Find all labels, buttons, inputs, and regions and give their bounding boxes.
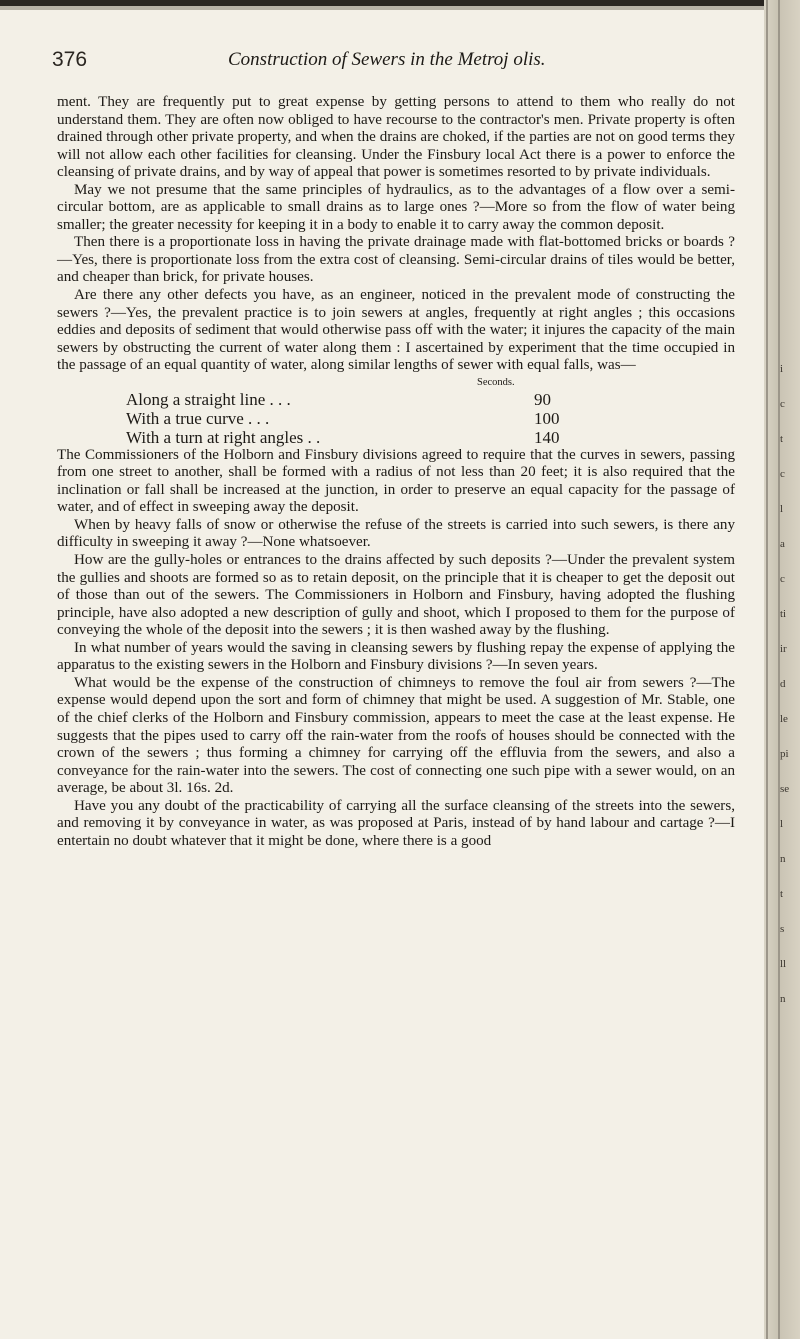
fore-edge-letters [780,60,800,1320]
fore-edge-glyph: c [780,398,785,410]
page-number: 376 [52,48,88,71]
table-row [57,390,735,409]
table-row [57,428,735,447]
paragraph: Are there any other defects you have, as an engineer, noticed in the prevalent mode of constructing the sewers ?—Yes, the prevalent practice is to join sewers at angles, frequently at right angles ; this occasions eddies and deposits of sediment that would otherwise pass off with the water; it injures the capacity of the main sewers by obstructing the current of water along them : I ascertained by experiment that the time occupied in the passage of an equal quantity of water, along similar lengths of sewer with equal falls, was— [57,287,735,374]
paragraph: How are the gully-holes or entrances to the drains affected by such deposits ?—Under the prevalent system the gullies and shoots are formed so as to retain deposit, on the principle that it is cheaper to get the deposit out of those than out of the sewers. The Commissioners in Holborn and Finsbury, having adopted the flushing principle, have also adopted a new description of gully and shoot, which I proposed to them for the purpose of conveying the whole of the deposit into the sewers ; it is then washed away by the flushing. [57,552,735,639]
page-header [52,48,712,78]
paragraph: May we not presume that the same principles of hydraulics, as to the advantages of a flow over a semi-circular bottom, are as applicable to small drains as to large ones ?—More so from the flow of water being smaller; the greater necessity for keeping it in a body to enable it to carry away the common deposit. [57,181,735,233]
fore-edge-glyph: a [780,538,785,550]
fore-edge-glyph: ir [780,643,787,655]
fore-edge-glyph: l [780,503,784,515]
paragraph: ment. They are frequently put to great expense by getting persons to attend to them who really do not understand them. They are often now obliged to have recourse to the contractor's men. Private property is often drained through other private property, and when the drains are choked, if the parties are not on good terms they will not allow each other facilities for cleansing. Under the Finsbury local Act there is a power to enforce the cleansing of private drains, and by way of appeal that power is sometimes resorted to by private individuals. [57,94,735,181]
fore-edge-glyph: l [780,818,784,830]
fore-edge-glyph: se [780,783,790,795]
paragraph: The Commissioners of the Holborn and Finsbury divisions agreed to require that the curves in sewers, passing from one street to another, shall be formed with a radius of not less than 20 feet; it is also required that the inclination or fall shall be increased at the junction, in order to preserve an equal capacity for the passage of water, and of effect in sweeping away the deposit. [57,446,735,516]
fore-edge-glyph: i [780,363,784,375]
fore-edge-glyph: pi [780,748,789,760]
fore-edge-glyph: n [780,993,786,1005]
page-edge-line [766,0,768,1339]
fore-edge-glyph: le [780,713,788,725]
paragraph: What would be the expense of the construction of chimneys to remove the foul air from sewers ?—The expense would depend upon the sort and form of chimney that might be used. A suggestion of Mr. Stable, one of the chief clerks of the Holborn and Finsbury commission, appears to meet the case at the least expense. He suggests that the pipes used to carry off the rain-water from the roofs of houses should be connected with the crown of the sewers ; thus forming a chimney for carrying off the effluvia from the sewers, and also a conveyance for the rain-water into the sewers. The cost of connecting one such pipe with a sewer would, on an average, be about 3l. 16s. 2d. [57,674,735,797]
timing-table [57,375,735,447]
table-row-label: Along a straight line . . . [126,389,291,409]
body-text [57,94,735,850]
fore-edge-glyph: t [780,888,784,900]
fore-edge-glyph: c [780,573,785,585]
running-title: Construction of Sewers in the Metroj olis. [228,49,546,70]
paragraph: Then there is a proportionate loss in having the private drainage made with flat-bottomed bricks or boards ?—Yes, there is proportionate loss from the extra cost of cleansing. Semi-circular drains of tiles would be better, and cheaper than brick, for private houses. [57,234,735,286]
fore-edge-glyph: n [780,853,786,865]
table-row-value: 140 [534,427,560,447]
table-row [57,409,735,428]
table-row-label: With a turn at right angles . . [126,427,321,447]
fore-edge-glyph: c [780,468,785,480]
fore-edge-glyph: ti [780,608,787,620]
paragraph: In what number of years would the saving in cleansing sewers by flushing repay the expense of applying the apparatus to the existing sewers in the Holborn and Finsbury divisions ?—In seven years. [57,639,735,674]
paragraph: Have you any doubt of the practicability of carrying all the surface cleansing of the streets into the sewers, and removing it by conveyance in water, as was proposed at Paris, instead of by hand labour and cartage ?—I entertain no doubt whatever that it might be done, where there is a good [57,797,735,849]
table-unit-heading: Seconds. [477,376,515,388]
fore-edge-glyph: t [780,433,784,445]
paragraph: When by heavy falls of snow or otherwise the refuse of the streets is carried into such sewers, is there any difficulty in sweeping it away ?—None whatsoever. [57,516,735,551]
fore-edge-glyph: ll [780,958,787,970]
fore-edge-glyph: s [780,923,785,935]
table-row-value: 90 [534,389,551,409]
table-row-label: With a true curve . . . [126,408,270,428]
table-row-value: 100 [534,408,560,428]
fore-edge-glyph: d [780,678,786,690]
